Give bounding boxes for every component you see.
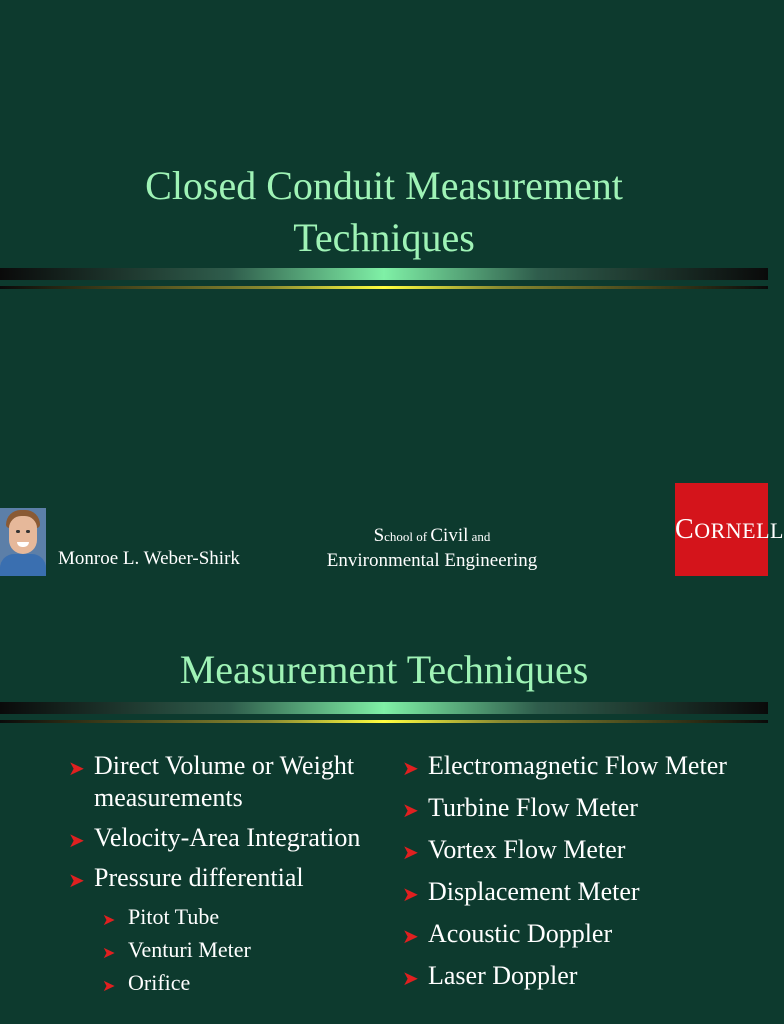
author-photo [0,508,46,576]
arrow-bullet-icon: ➤ [402,882,419,906]
bullet-item: ➤ Vortex Flow Meter [400,834,740,866]
cornell-logo: CORNELL [675,483,768,576]
author-name: Monroe L. Weber-Shirk [58,548,240,569]
arrow-bullet-icon: ➤ [68,756,85,780]
slide2-divider [0,702,768,726]
bullet-list-right [400,750,740,1002]
bullet-item: ➤ Pressure differential [66,862,386,894]
arrow-bullet-icon: ➤ [402,966,419,990]
bullet-item: ➤ Direct Volume or Weight measurements [68,751,355,812]
bullet-item: ➤ Electromagnetic Flow Meter [400,750,740,782]
title-divider [0,268,768,292]
bullet-item: ➤ Velocity-Area Integration [66,822,386,854]
arrow-bullet-icon: ➤ [102,976,116,995]
sub-bullet-item: ➤ Venturi Meter [100,935,386,965]
school-line2: Environmental Engineering [326,550,538,571]
bullet-item: ➤ Acoustic Doppler [400,918,740,950]
slide-title-line1: Closed Conduit Measurement [145,163,623,208]
bullet-list-left [66,750,386,1001]
arrow-bullet-icon: ➤ [402,756,419,780]
divider-bar-top [0,702,768,714]
bullet-item: ➤ Turbine Flow Meter [400,792,740,824]
arrow-bullet-icon: ➤ [68,868,85,892]
school-line1: School of Civil and [373,525,491,546]
arrow-bullet-icon: ➤ [402,840,419,864]
arrow-bullet-icon: ➤ [102,910,116,929]
sub-bullet-item: ➤ Orifice [100,968,386,998]
divider-bar-bottom [0,720,768,723]
sub-bullet-item: ➤ Pitot Tube [100,902,386,932]
slide-title-line2: Techniques [293,215,475,260]
arrow-bullet-icon: ➤ [402,924,419,948]
bullet-item: ➤ Laser Doppler [400,960,740,992]
slide-title [0,160,768,264]
bullet-item: ➤ Displacement Meter [400,876,740,908]
arrow-bullet-icon: ➤ [102,943,116,962]
school-name [312,524,552,573]
arrow-bullet-icon: ➤ [402,798,419,822]
slide2-title: Measurement Techniques [179,647,589,692]
divider-bar-bottom [0,286,768,289]
content-slide [0,604,768,1024]
arrow-bullet-icon: ➤ [68,828,85,852]
divider-bar-top [0,268,768,280]
